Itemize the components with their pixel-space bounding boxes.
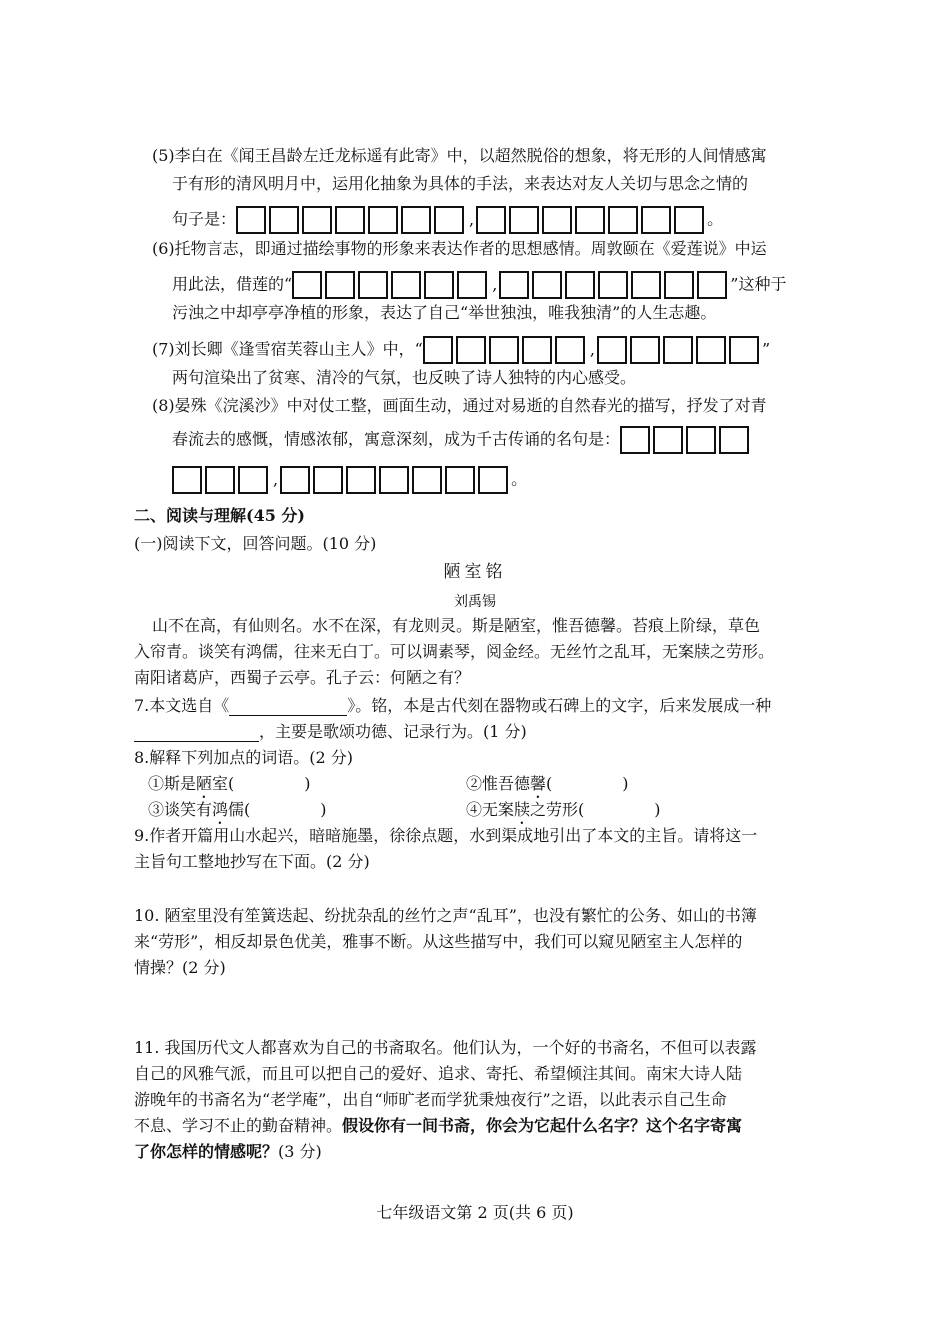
- q7s-comma: ,: [589, 340, 595, 359]
- q8s-label: 春流去的感慨，情感浓郁，寓意深刻，成为千古传诵的名句是：: [172, 429, 621, 449]
- q5-line1: (5)李白在《闻王昌龄左迁龙标遥有此寄》中，以超然脱俗的想象，将无形的人间情感寓: [152, 146, 767, 165]
- q8s-answer-boxes-c[interactable]: [280, 466, 511, 494]
- q8-item3-pre: ③谈笑有: [148, 800, 213, 819]
- q8-item4-close: ): [654, 800, 661, 819]
- q5-answer-boxes-a[interactable]: [236, 206, 467, 234]
- q8s-period: 。: [511, 469, 528, 489]
- passage-line3: 南阳诸葛庐，西蜀子云亭。孔子云：何陋之有？: [134, 668, 471, 687]
- q6-label: 用此法，借莲的“: [172, 274, 293, 294]
- q8s-comma: ,: [273, 470, 279, 489]
- q11-score: (3 分): [278, 1142, 322, 1161]
- passage-line1: 山不在高，有仙则名。水不在深，有龙则灵。斯是陋室，惟吾德馨。苔痕上阶绿，草色: [152, 616, 761, 635]
- q10-line3: 情操？(2 分): [134, 958, 226, 977]
- q8-item1-close: ): [304, 774, 311, 793]
- q7s-label: (7)刘长卿《逢雪宿芙蓉山主人》中，“: [152, 339, 423, 359]
- q8-item1-pre: ①斯是: [148, 774, 197, 793]
- q11-line4: [134, 1116, 742, 1136]
- q8s-line1: (8)晏殊《浣溪沙》中对仗工整，画面生动，通过对易逝的自然春光的描写，抒发了对青: [152, 396, 767, 415]
- q6-line1: (6)托物言志，即通过描绘事物的形象来表达作者的思想感情。周敦颐在《爱莲说》中运: [152, 239, 767, 258]
- q6-line2: [172, 271, 786, 299]
- q5-period: 。: [707, 209, 724, 229]
- q8s-answer-boxes-a[interactable]: [620, 426, 752, 454]
- q11-line1: 11. 我国历代文人都喜欢为自己的书斋取名。他们认为，一个好的书斋名，不但可以表露: [134, 1038, 757, 1057]
- passage-line2: 入帘青。谈笑有鸿儒，往来无白丁。可以调素琴，阅金经。无丝竹之乱耳，无案牍之劳形。: [134, 642, 775, 661]
- q8-item3-open: 儒(: [228, 800, 251, 819]
- q8s-line3: [172, 466, 527, 494]
- q5-label: 句子是：: [172, 209, 237, 229]
- q7-middle: 》。铭，本是古代刻在器物或石碑上的文字，后来发展成一种: [347, 696, 772, 715]
- q11-answer-area[interactable]: [134, 1168, 824, 1192]
- page-footer: 七年级语文第 2 页(共 6 页): [376, 1203, 574, 1222]
- q6-comma: ,: [492, 275, 498, 294]
- q8-item2-open: (: [546, 774, 553, 793]
- q7s-answer-boxes-a[interactable]: [423, 336, 588, 364]
- q7s-answer-boxes-b[interactable]: [597, 336, 762, 364]
- q11-line5: [134, 1142, 322, 1162]
- q8-item3: [148, 800, 327, 828]
- q8-item2-close: ): [622, 774, 629, 793]
- q7-line2: [134, 722, 527, 742]
- q6-answer-boxes-a[interactable]: [292, 271, 490, 299]
- q10-line2: 来“劳形”，相反却景色优美，雅事不断。从这些描写中，我们可以窥见陋室主人怎样的: [134, 932, 743, 951]
- q7s-tail: ”: [761, 339, 771, 359]
- q5-line2: 于有形的清风明月中，运用化抽象为具体的手法，来表达对友人关切与思念之情的: [172, 174, 749, 193]
- q7-suffix: ，主要是歌颂功德、记录行为。(1 分): [259, 722, 527, 741]
- q11-line4-normal: 不息、学习不止的勤奋精神。: [134, 1116, 343, 1135]
- q8-item2: [466, 774, 629, 802]
- q7-blank-2[interactable]: [134, 723, 259, 742]
- q8-item4-pre: ④无案: [466, 800, 515, 819]
- q8-item4: [466, 800, 661, 828]
- passage-title: 陋室铭: [443, 562, 507, 582]
- q10-line1: 10. 陋室里没有笙簧迭起、纷扰杂乱的丝竹之声“乱耳”，也没有繁忙的公务、如山的书簿: [134, 906, 757, 925]
- q7s-line2: 两句渲染出了贫寒、清冷的气氛，也反映了诗人独特的内心感受。: [172, 368, 637, 387]
- q8-item2-word: 馨: [530, 774, 547, 793]
- q6-answer-boxes-b[interactable]: [499, 271, 730, 299]
- q8-stem: 8.解释下列加点的词语。(2 分): [134, 748, 354, 767]
- q9-line1: 9.作者开篇用山水起兴，暗暗施墨，徐徐点题，水到渠成地引出了本文的主旨。请将这一: [134, 826, 758, 845]
- section-heading: 二、阅读与理解(45 分): [134, 506, 305, 525]
- q10-answer-area[interactable]: [134, 984, 824, 1030]
- q9-line2: 主旨句工整地抄写在下面。(2 分): [134, 852, 370, 871]
- q11-line3: 游晚年的书斋名为“老学庵”，出自“师旷老而学犹秉烛夜行”之语，以此表示自己生命: [134, 1090, 727, 1109]
- q7-blank-1[interactable]: [229, 697, 347, 716]
- q8-item4-open: 之劳形(: [530, 800, 585, 819]
- q8-item3-close: ): [320, 800, 327, 819]
- passage-author: 刘禹锡: [454, 594, 496, 610]
- q7-prefix: 7.本文选自《: [134, 696, 230, 715]
- q7-line1: [134, 696, 771, 716]
- q8-item1-word: 陋: [196, 774, 213, 793]
- q8s-line2: [172, 426, 752, 454]
- q8-item1-open: 室(: [212, 774, 235, 793]
- q8-item4-word: 牍: [514, 800, 531, 819]
- q11-line4-bold: 假设你有一间书斋，你会为它起什么名字？这个名字寄寓: [342, 1116, 743, 1135]
- q6-line3: 污浊之中却亭亭净植的形象，表达了自己“举世独浊，唯我独清”的人生志趣。: [172, 303, 717, 322]
- part-heading: (一)阅读下文，回答问题。(10 分): [134, 534, 377, 553]
- q11-line5-bold: 了你怎样的情感呢？: [134, 1142, 279, 1161]
- q11-line2: 自己的风雅气派，而且可以把自己的爱好、追求、寄托、希望倾注其间。南宋大诗人陆: [134, 1064, 743, 1083]
- q8-item2-pre: ②惟吾德: [466, 774, 531, 793]
- q5-comma: ,: [469, 210, 475, 229]
- q8-item3-word: 鸿: [212, 800, 229, 819]
- q9-answer-area[interactable]: [134, 876, 824, 902]
- q8s-answer-boxes-b[interactable]: [172, 466, 271, 494]
- q8-item1: [148, 774, 311, 802]
- q5-answer-boxes-b[interactable]: [476, 206, 707, 234]
- q6-tail: ”这种于: [730, 274, 787, 294]
- q7s-line1: [152, 336, 770, 364]
- q5-line3: [172, 206, 723, 234]
